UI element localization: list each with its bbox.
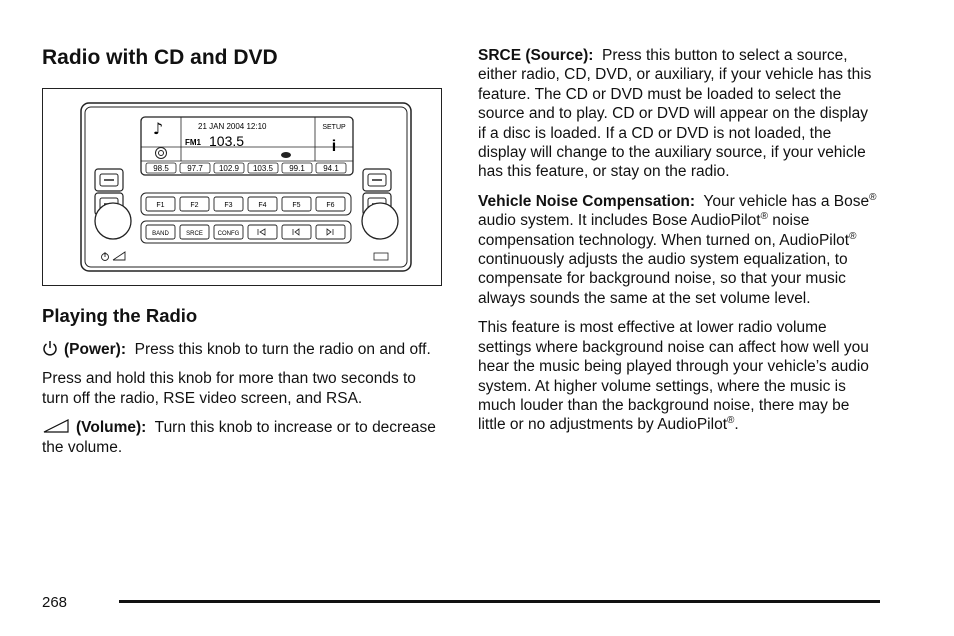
config-button-label: CONFG <box>217 231 240 237</box>
disc-icon <box>281 152 291 158</box>
registered-mark: ® <box>849 230 857 242</box>
f-button-label: F1 <box>156 202 165 209</box>
vnc-text-4: continuously adjusts the audio system equalization, to compensate for background noise, so that your music always sounds the same at the set volume level. <box>478 251 848 307</box>
srce-paragraph <box>478 46 878 182</box>
f-button-label: F3 <box>224 202 233 209</box>
registered-mark: ® <box>727 415 735 427</box>
display-date-time: 21 JAN 2004 12:10 <box>198 122 267 131</box>
left-column <box>42 44 444 467</box>
power-text: Press this knob to turn the radio on and off. <box>134 341 431 358</box>
display-frequency: 103.5 <box>209 133 245 149</box>
previous-button[interactable] <box>282 225 311 239</box>
vnc-paragraph <box>478 192 878 308</box>
srce-text: Press this button to select a source, either radio, CD, DVD, or auxiliary, if your vehicle has this feature. The CD or DVD must be loaded to select the source and to play. CD or DVD will appear on the display if a disc is loaded. If a CD or DVD is not loaded, the display will change to the auxiliary source, if your vehicle has this feature, or stay on the radio. <box>478 47 872 181</box>
srce-label: SRCE (Source): <box>478 47 594 64</box>
volume-icon <box>113 252 125 260</box>
f-button-label: F4 <box>258 202 267 209</box>
power-icon <box>42 340 58 356</box>
section-subheading: Playing the Radio <box>42 305 198 326</box>
vnc-text-2: audio system. It includes Bose AudioPilot <box>478 212 761 230</box>
power-paragraph <box>42 340 444 359</box>
volume-label: (Volume): <box>76 419 147 437</box>
tune-knob[interactable] <box>362 203 398 239</box>
vnc-text-3: noise compensation technology. When turned on, AudioPilot <box>478 212 850 249</box>
f-button-label: F2 <box>190 202 199 209</box>
setup-label[interactable]: SETUP <box>322 124 346 131</box>
power-hold-paragraph: Press and hold this knob for more than two seconds to turn off the radio, RSE video screen, and RSA. <box>42 370 416 407</box>
preset-label: 98.5 <box>153 164 169 173</box>
vnc-label: Vehicle Noise Compensation: <box>478 192 696 210</box>
srce-button-label: SRCE <box>186 231 203 237</box>
skip-back-button[interactable] <box>248 225 277 239</box>
effective-text-2: . <box>734 416 739 434</box>
effective-text-1: This feature is most effective at lower radio volume settings where background noise can affect how well you hear the music being played through your vehicle’s audio system. At higher volume settings, where the music is much louder than the background noise, there may be little or no adjustments by AudioPilot <box>478 319 869 434</box>
registered-mark: ® <box>869 191 877 203</box>
volume-paragraph <box>42 418 444 457</box>
info-icon[interactable]: i <box>331 138 337 155</box>
preset-label: 99.1 <box>289 164 305 173</box>
preset-label: 102.9 <box>218 164 240 173</box>
small-aux-button[interactable] <box>374 253 388 260</box>
effective-paragraph <box>478 318 878 434</box>
volume-text: Turn this knob to increase or to decrease the volume. <box>42 419 436 456</box>
music-note-icon: ♪ <box>152 119 164 138</box>
preset-label: 103.5 <box>252 164 274 173</box>
display-band: FM1 <box>185 138 201 147</box>
power-volume-knob[interactable] <box>95 203 131 239</box>
footer-rule <box>119 600 880 603</box>
vnc-text-1: Your vehicle has a Bose <box>703 192 870 210</box>
registered-mark: ® <box>760 211 768 223</box>
radio-illustration <box>42 88 442 286</box>
right-column <box>478 46 878 445</box>
page-number: 268 <box>42 594 68 611</box>
power-label: (Power): <box>64 341 126 358</box>
section-heading: Radio with CD and DVD <box>42 46 278 69</box>
preset-label: 97.7 <box>187 164 203 173</box>
band-button-label: BAND <box>152 231 169 237</box>
f-button-label: F6 <box>326 202 335 209</box>
radio-faceplate <box>43 89 443 287</box>
f-button-label: F5 <box>292 202 301 209</box>
volume-icon <box>42 418 70 434</box>
preset-label: 94.1 <box>323 164 339 173</box>
